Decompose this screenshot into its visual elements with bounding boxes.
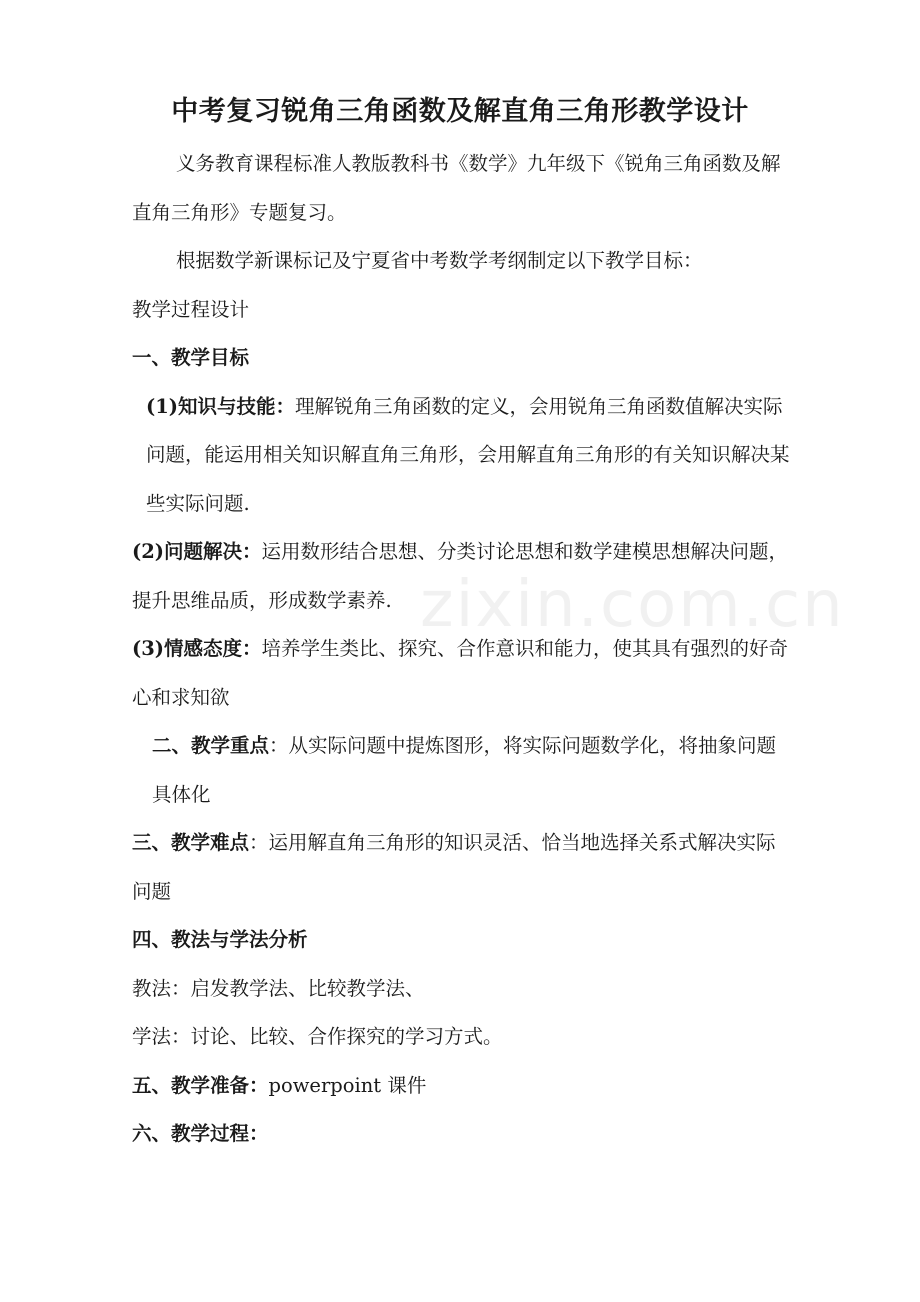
goal-label: (3)情感态度： [132,637,262,660]
objectives-basis-paragraph: 根据数学新课标记及宁夏省中考数学考纲制定以下教学目标： [176,249,703,272]
section-text: ：运用解直角三角形的知识灵活、恰当地选择关系式解决实际问题 [132,831,776,903]
section-heading-objectives: 一、教学目标 [132,346,250,369]
goal-attitude [132,625,792,722]
goal-knowledge-skills [132,383,792,529]
goal-text: 运用数形结合思想、分类讨论思想和数学建模思想解决问题，提升思维品质，形成数学素养. [132,540,789,612]
learning-methods: 学法：讨论、比较、合作探究的学习方式。 [132,1025,503,1048]
goal-label: (2)问题解决： [132,540,262,563]
section-label: 二、教学重点 [152,734,270,757]
section-label: 五、教学准备： [132,1073,269,1097]
section-difficulties [132,819,792,916]
goal-text: 理解锐角三角函数的定义，会用锐角三角函数值解决实际问题，能运用相关知识解直角三角形，会用解直角三角形的有关知识解决某些实际问题. [146,394,790,515]
intro-paragraph: 义务教育课程标准人教版教科书《数学》九年级下《锐角三角函数及解直角三角形》专题复习。 [132,152,781,224]
goal-text: 培养学生类比、探究、合作意识和能力，使其具有强烈的好奇心和求知欲 [132,637,789,709]
document-body [132,140,792,1159]
goal-label: (1)知识与技能： [146,394,296,418]
watermark: zixin.com.cn [420,568,845,642]
section-key-points [132,722,792,819]
goal-problem-solving [132,528,792,625]
section-heading-methods: 四、教法与学法分析 [132,928,308,951]
section-heading-process: 六、教学过程： [132,1122,269,1145]
document-title: 中考复习锐角三角函数及解直角三角形教学设计 [171,96,749,127]
section-text: ：从实际问题中提炼图形，将实际问题数学化，将抽象问题具体化 [152,734,777,806]
section-label: 三、教学难点 [132,831,250,854]
section-preparation [132,1062,792,1111]
section-text: powerpoint 课件 [268,1073,427,1097]
process-design-heading: 教学过程设计 [132,297,250,321]
teaching-methods: 教法：启发教学法、比较教学法、 [132,976,425,1000]
